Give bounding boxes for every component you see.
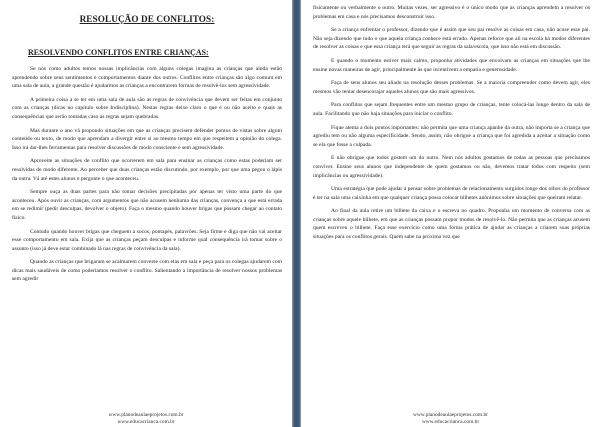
page-footer: [301, 412, 600, 425]
paragraph: Sempre ouça as duas partes para não tomar decisões precipitadas por apenas ter visto uma parte do que aconteceu. Após ouvir as crianças, com argumentos que não acusem nenhuma das crianças, convença a que está errada em se redimir (pedir desculpas, devolver o objeto). Faça o mesmo quando houver brigas que possam chegar ao contato físico.: [12, 189, 282, 221]
footer-link: www.educacrianca.com.br: [421, 418, 480, 425]
paragraph: Ao final da aula retire um bilhete da caixa e o escreva no quadro. Proponha um momento de conversa com as crianças sobre aquele bilhete, em que as crianças possam propor modos de resolvê-lo. Não permita que as crianças acusem quem escreveu o bilhete. Faça esse exercício como uma forma prática de ajudar as crianças a criarem suas próprias situações para os conflitos gerais. Quem sabe na próxima vez que: [313, 208, 590, 241]
paragraph: E quando o momento estiver mais calmo, proponha atividades que envolvam as crianças em situações que lhe ensine novas maneiras de agir, principalmente às que incentivem a empatia e generosidade.: [313, 57, 590, 73]
paragraph: Para conflitos que sejam frequentes entre um mesmo grupo de crianças, tente colocá-las longe dentro da sala de aula. Facilitando que não haja situações para iniciar o conflito.: [313, 102, 590, 117]
page-footer: [0, 412, 292, 425]
paragraph: Aproveite as situações de conflito que ocorrerem em sala para ensinar as crianças como estas poderiam ser resolvidas de modo diferente. Ao perceber que duas crianças estão discutindo, por exemplo, por que uma pegou o lápis da outra. Vá até estes alunos e pergunte o que aconteceu.: [12, 158, 282, 182]
paragraph: fisicamente ou verbalmente o outro. Muitas vezes, ser agressivo é o único modo que as crianças aprendem a resolver os problemas em casa e nós precisamos desconstruir isso.: [313, 5, 590, 20]
page-divider: [292, 0, 301, 427]
paragraph: Fique atenta a dois pontos importantes: não permita que uma criança apanhe da outra, não importa se a criança que agrediu tem ou não alguma especificidade. Sendo, assim, não obrigue a criança que foi agredida a aceitar a situação como se ela que fosse a culpada.: [313, 124, 590, 148]
paragraph: Se a criança enfrentar o professor, dizendo que é assim que seu pai resolve as coisas em casa, não acuse esse pai. Não seja dizendo que tudo o que aquela criança conhece está errado. Apenas reforce que ali na escola há modos diferentes de resolver as coisas e que essa criança terá que seguir as regras da sala/escola, que isso não está em discussão.: [313, 27, 590, 51]
paragraph: Mas durante o ano vá propondo situações em que as crianças precisem defender pontos de vistas sobre algum conteúdo ou texto, de modo que aprendam a divergir entre si ao mesmo tempo em que respeitem a opinião do colega. Isso irá dar-lhes ferramentas para resolver discussões de modo consciente e sem agressividade.: [12, 127, 282, 151]
paragraph: Contudo quando houver brigas que cheguem a socos, pontapés, palavrões. Seja firme e diga que não vai aceitar esse comportamento em sala. Exija que as crianças peçam desculpas e informe qual consequência irá tomar sobre o assunto (isso já deve estar combinado lá nas regras de convivência da sala).: [12, 228, 282, 252]
document-page-left: [0, 0, 292, 427]
paragraph: E não obrigue que todos gostem um do outro. Nem nós adultos gostamos de todas as pessoas que precisamos conviver. Ensine seus alunos que independente de quem gostamos ou não, devemos tratar todos com respeito (sem implicâncias ou agressividade).: [313, 155, 590, 179]
footer-link: www.planodeaulaeprojetos.com.br: [413, 412, 488, 419]
paragraph: Faça de seus alunos seu aliado na resolução desses problemas. Se a maioria compreender como devem agir, eles mesmos vão tentar desencorajar aqueles alunos que são mais agressivos.: [313, 80, 590, 95]
document-page-right: [301, 0, 600, 427]
paragraph: A primeira coisa a se ter em uma sala de aula são as regras de convivência que devem ser feitas em conjunto com as crianças (dicas no capítulo sobre Indisciplina). Nestas regras deixe claro o que é ou não aceito e quais as consequências que serão tomadas caso as regras sejam quebradas.: [12, 96, 282, 120]
paragraph: Se nós como adultos temos nossas implicâncias com alguns colegas imagina as crianças que ainda estão aprendendo sobre seus sentimentos e comportamentos diante dos outros. Conflitos entre crianças são algo comum em uma sala de aula, a grande questão é ajudarmos as crianças a encontrarem formas de resolvê-los sem agressividade.: [12, 66, 282, 90]
paragraph: Uma estratégia que pode ajudar a pensar sobre problemas de relacionamento surgidos longe dos olhos do professor é ter na sala uma caixinha em que qualquer criança possa colocar bilhetes anônimos sobre situações que queiram relatar.: [313, 186, 590, 201]
footer-link: www.educacrianca.com.br: [117, 418, 175, 425]
footer-link: www.planodeaulaeprojetos.com.br: [108, 412, 184, 419]
paragraph: Quando as crianças que brigaram se acalmarem converse com elas em sala e peça para os colegas ajudarem com dicas mais saudáveis de como poderíamos resolver o conflito. Salientando a importância de resolver nossos problemas sem agredir: [12, 259, 282, 283]
section-heading: RESOLVENDO CONFLITOS ENTRE CRIANÇAS:: [28, 48, 209, 57]
page-title: RESOLUÇÃO DE CONFLITOS:: [79, 14, 215, 24]
